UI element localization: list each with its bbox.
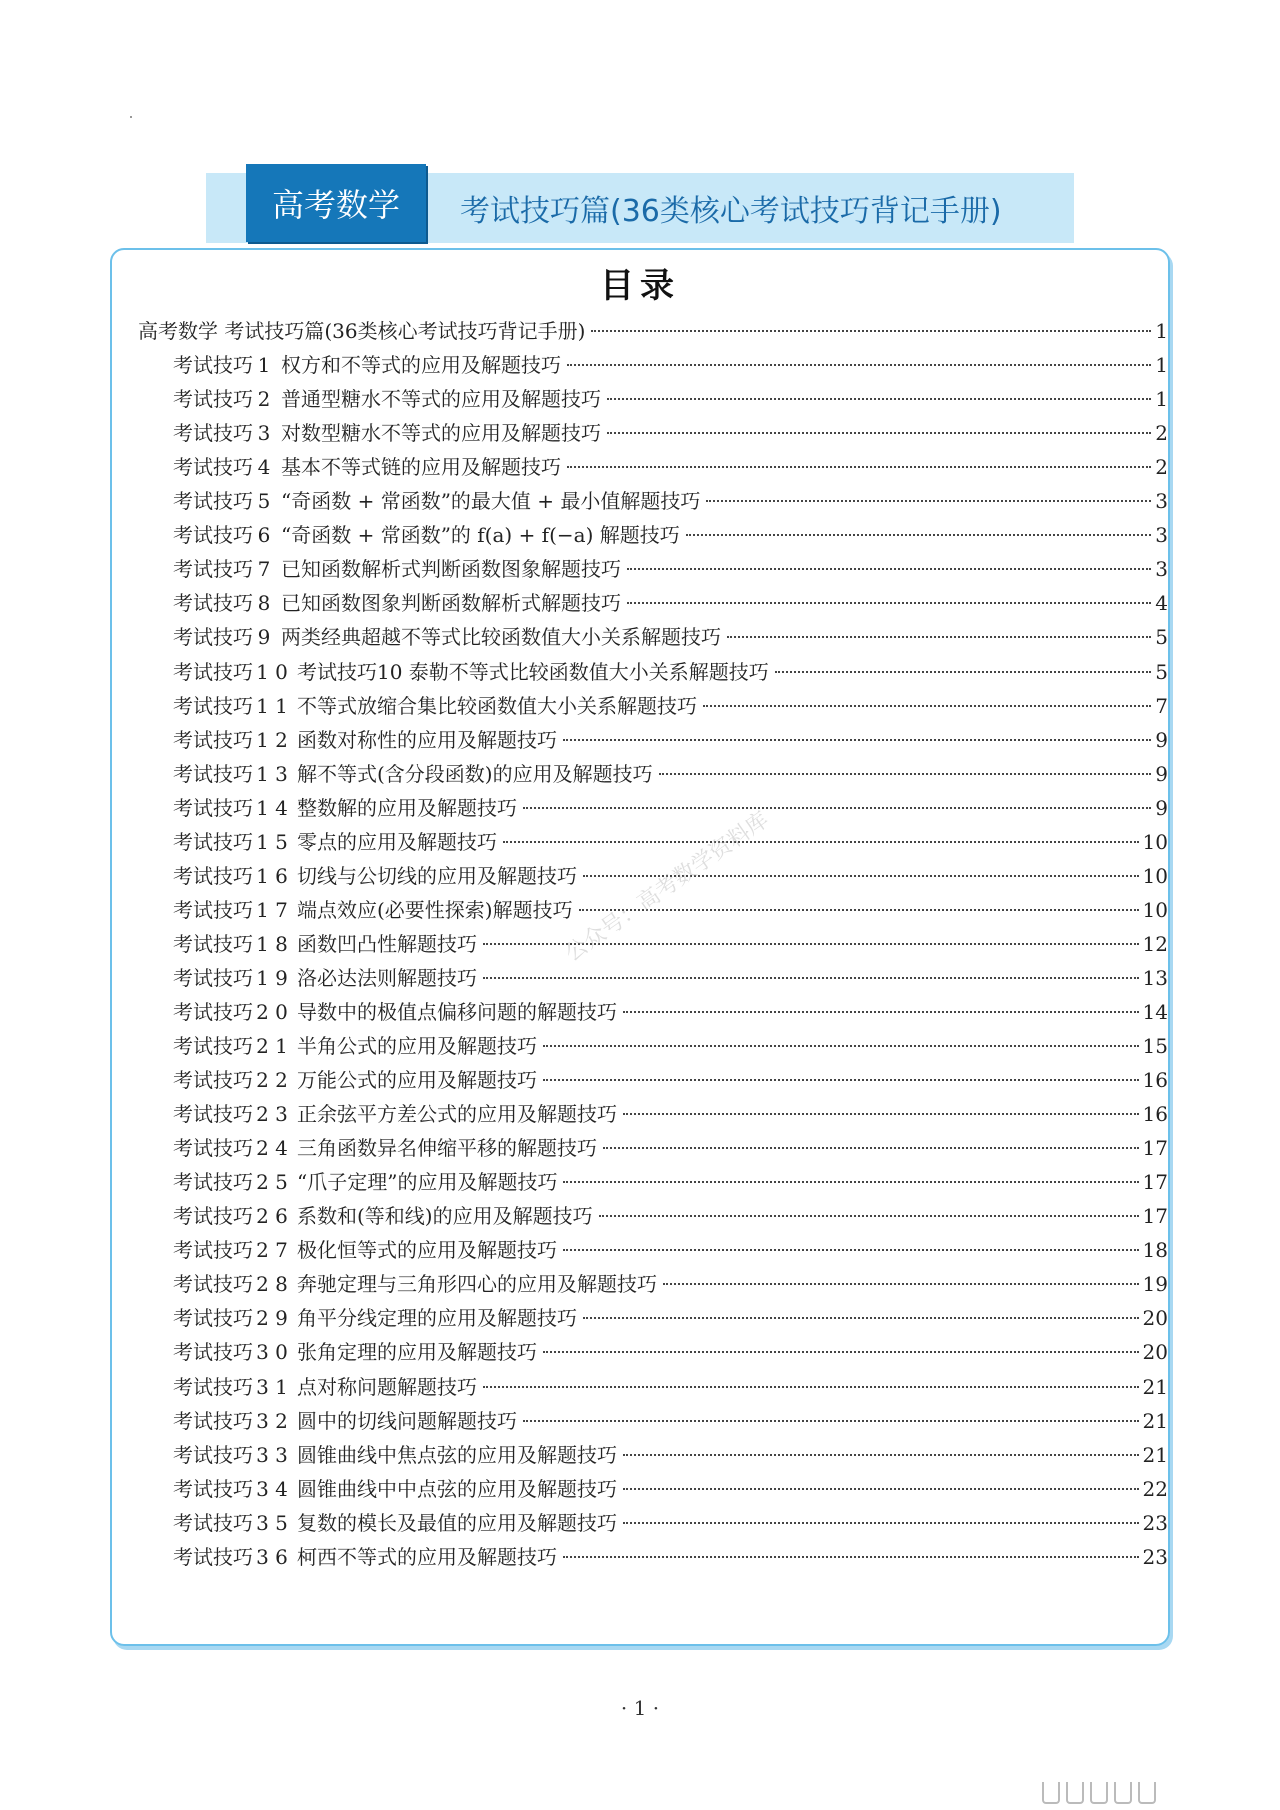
toc-entry-title: 对数型糖水不等式的应用及解题技巧 xyxy=(281,421,601,445)
toc-entry-number: 2 2 xyxy=(256,1068,288,1092)
toc-entry[interactable] xyxy=(173,927,1168,961)
toc-entry-number: 2 0 xyxy=(256,1000,288,1024)
toc-entry[interactable] xyxy=(173,995,1168,1029)
toc-entry[interactable] xyxy=(138,314,1168,348)
toc-entry-title: 圆锥曲线中焦点弦的应用及解题技巧 xyxy=(297,1443,617,1467)
toc-entry-title: “爪子定理”的应用及解题技巧 xyxy=(297,1170,558,1194)
toc-entry-page: 3 xyxy=(1155,523,1168,547)
header-tag: 高考数学 xyxy=(246,164,426,242)
toc-entry-title: “奇函数 + 常函数”的 f(a) + f(−a) 解题技巧 xyxy=(281,523,680,547)
toc-entry-page: 17 xyxy=(1142,1136,1168,1160)
toc-entry[interactable] xyxy=(173,1404,1168,1438)
toc-entry[interactable] xyxy=(173,484,1168,518)
toc-entry-prefix: 考试技巧 xyxy=(173,660,253,684)
toc-leader-dots xyxy=(603,1147,1139,1149)
toc-entry[interactable] xyxy=(173,825,1168,859)
toc-entry-prefix: 高考数学 考试技巧篇(36类核心考试技巧背记手册) xyxy=(138,319,586,343)
toc-entry-page: 17 xyxy=(1142,1204,1168,1228)
toc-entry-page: 22 xyxy=(1142,1477,1168,1501)
toc-leader-dots xyxy=(563,1249,1139,1251)
toc-entry-title: 函数对称性的应用及解题技巧 xyxy=(297,728,557,752)
toc-leader-dots xyxy=(591,330,1151,332)
toc-leader-dots xyxy=(727,636,1151,638)
toc-entry-title: 点对称问题解题技巧 xyxy=(297,1375,477,1399)
toc-entry-prefix: 考试技巧 xyxy=(173,591,253,615)
toc-entry-number: 9 xyxy=(257,625,271,649)
toc-entry-page: 23 xyxy=(1142,1511,1168,1535)
toc-entry-prefix: 考试技巧 xyxy=(173,966,253,990)
toc-leader-dots xyxy=(623,1454,1139,1456)
toc-entry[interactable] xyxy=(173,1097,1168,1131)
toc-entry-page: 1 xyxy=(1155,353,1168,377)
toc-entry-page: 20 xyxy=(1142,1340,1168,1364)
toc-entry[interactable] xyxy=(173,1029,1168,1063)
toc-entry-title: 整数解的应用及解题技巧 xyxy=(297,796,517,820)
toc-entry-page: 10 xyxy=(1142,864,1168,888)
toc-entry-number: 2 9 xyxy=(256,1306,288,1330)
toc-entry-title: 奔驰定理与三角形四心的应用及解题技巧 xyxy=(297,1272,657,1296)
toc-leader-dots xyxy=(623,1113,1139,1115)
toc-entry-number: 1 4 xyxy=(256,796,288,820)
toc-entry-prefix: 考试技巧 xyxy=(173,1000,253,1024)
toc-entry-prefix: 考试技巧 xyxy=(173,1068,253,1092)
toc-entry-prefix: 考试技巧 xyxy=(173,557,253,581)
toc-entry-page: 18 xyxy=(1142,1238,1168,1262)
toc-leader-dots xyxy=(663,1283,1139,1285)
toc-leader-dots xyxy=(627,602,1151,604)
toc-entry-title: “奇函数 + 常函数”的最大值 + 最小值解题技巧 xyxy=(281,489,701,513)
toc-leader-dots xyxy=(563,1556,1139,1558)
corner-logo-icon xyxy=(1042,1782,1156,1804)
toc-entry[interactable] xyxy=(173,552,1168,586)
toc-entry-prefix: 考试技巧 xyxy=(173,1545,253,1569)
toc-leader-dots xyxy=(599,1215,1139,1217)
toc-entry-prefix: 考试技巧 xyxy=(173,1034,253,1058)
toc-entry[interactable] xyxy=(173,416,1168,450)
toc-leader-dots xyxy=(563,739,1151,741)
toc-entry-title: 角平分线定理的应用及解题技巧 xyxy=(297,1306,577,1330)
toc-entry-page: 3 xyxy=(1155,557,1168,581)
toc-entry[interactable] xyxy=(173,620,1168,654)
toc-entry-title: 圆中的切线问题解题技巧 xyxy=(297,1409,517,1433)
toc-leader-dots xyxy=(523,807,1151,809)
header-subtitle: 考试技巧篇(36类核心考试技巧背记手册) xyxy=(460,194,1002,229)
toc-entry[interactable] xyxy=(173,1335,1168,1369)
toc-entry-number: 3 4 xyxy=(256,1477,288,1501)
toc-entry-prefix: 考试技巧 xyxy=(173,898,253,922)
toc-entry-title: 正余弦平方差公式的应用及解题技巧 xyxy=(297,1102,617,1126)
toc-entry[interactable] xyxy=(173,1506,1168,1540)
toc-entry-number: 3 6 xyxy=(256,1545,288,1569)
toc-entry-number: 7 xyxy=(257,557,271,581)
toc-entry[interactable] xyxy=(173,1438,1168,1472)
toc-entry-number: 2 xyxy=(257,387,271,411)
toc-leader-dots xyxy=(483,977,1139,979)
toc-leader-dots xyxy=(579,909,1139,911)
toc-title: 目录 xyxy=(600,266,680,306)
toc-leader-dots xyxy=(659,773,1152,775)
toc-entry-prefix: 考试技巧 xyxy=(173,1272,253,1296)
toc-entry[interactable] xyxy=(173,1267,1168,1301)
toc-entry-prefix: 考试技巧 xyxy=(173,1511,253,1535)
toc-leader-dots xyxy=(483,1386,1139,1388)
toc-entry-prefix: 考试技巧 xyxy=(173,1409,253,1433)
toc-entry[interactable] xyxy=(173,1199,1168,1233)
toc-entry-page: 12 xyxy=(1142,932,1168,956)
toc-entry[interactable] xyxy=(173,757,1168,791)
toc-entry-number: 1 7 xyxy=(256,898,288,922)
toc-entry-title: 系数和(等和线)的应用及解题技巧 xyxy=(297,1204,593,1228)
toc-entry-number: 1 1 xyxy=(256,694,288,718)
toc-leader-dots xyxy=(623,1522,1139,1524)
toc-entry-title: 柯西不等式的应用及解题技巧 xyxy=(297,1545,557,1569)
toc-entry-page: 1 xyxy=(1155,319,1168,343)
toc-entry-number: 1 5 xyxy=(256,830,288,854)
toc-entry-prefix: 考试技巧 xyxy=(173,353,253,377)
toc-entry[interactable] xyxy=(173,1131,1168,1165)
toc-entry-prefix: 考试技巧 xyxy=(173,1340,253,1364)
toc-entry[interactable] xyxy=(173,518,1168,552)
toc-leader-dots xyxy=(567,466,1151,468)
toc-leader-dots xyxy=(523,1420,1139,1422)
toc-entry[interactable] xyxy=(173,348,1168,382)
toc-leader-dots xyxy=(686,534,1152,536)
toc-entry-prefix: 考试技巧 xyxy=(173,523,253,547)
toc-leader-dots xyxy=(543,1045,1139,1047)
toc-leader-dots xyxy=(543,1351,1139,1353)
toc-entry-number: 2 8 xyxy=(256,1272,288,1296)
toc-entry[interactable] xyxy=(173,1301,1168,1335)
toc-entry-page: 7 xyxy=(1155,694,1168,718)
toc-entry-page: 19 xyxy=(1142,1272,1168,1296)
toc-entry-page: 2 xyxy=(1155,421,1168,445)
toc-entry-title: 导数中的极值点偏移问题的解题技巧 xyxy=(297,1000,617,1024)
toc-leader-dots xyxy=(775,671,1151,673)
toc-entry[interactable] xyxy=(173,1540,1168,1574)
toc-entry-page: 5 xyxy=(1155,660,1168,684)
toc-entry[interactable] xyxy=(173,450,1168,484)
toc-entry-title: 函数凹凸性解题技巧 xyxy=(297,932,477,956)
toc-entry-number: 3 1 xyxy=(256,1375,288,1399)
toc-entry-page: 16 xyxy=(1142,1102,1168,1126)
toc-entry-title: 张角定理的应用及解题技巧 xyxy=(297,1340,537,1364)
toc-entry-page: 14 xyxy=(1142,1000,1168,1024)
toc-entry-number: 4 xyxy=(257,455,271,479)
toc-entry-title: 洛必达法则解题技巧 xyxy=(297,966,477,990)
toc-entry-number: 3 5 xyxy=(256,1511,288,1535)
toc-entry[interactable] xyxy=(173,689,1168,723)
toc-entry-title: 基本不等式链的应用及解题技巧 xyxy=(281,455,561,479)
toc-entry-number: 2 6 xyxy=(256,1204,288,1228)
toc-entry-number: 1 8 xyxy=(256,932,288,956)
toc-entry-page: 21 xyxy=(1142,1443,1168,1467)
toc-entry-number: 3 0 xyxy=(256,1340,288,1364)
toc-entry[interactable] xyxy=(173,586,1168,620)
toc-entry-title: 已知函数解析式判断函数图象解题技巧 xyxy=(281,557,621,581)
toc-entry-page: 21 xyxy=(1142,1409,1168,1433)
toc-entry-prefix: 考试技巧 xyxy=(173,1306,253,1330)
toc-entry-number: 2 5 xyxy=(256,1170,288,1194)
toc-entry-prefix: 考试技巧 xyxy=(173,455,253,479)
footer-page-number: · 1 · xyxy=(620,1696,660,1720)
toc-entry-prefix: 考试技巧 xyxy=(173,625,253,649)
toc-entry-page: 16 xyxy=(1142,1068,1168,1092)
toc-entry-number: 1 6 xyxy=(256,864,288,888)
toc-entry-number: 3 3 xyxy=(256,1443,288,1467)
toc-leader-dots xyxy=(703,705,1151,707)
toc-leader-dots xyxy=(623,1011,1139,1013)
toc-entry-number: 2 7 xyxy=(256,1238,288,1262)
toc-entry[interactable] xyxy=(173,1472,1168,1506)
toc-entry-title: 已知函数图象判断函数解析式解题技巧 xyxy=(281,591,621,615)
toc-entry-number: 5 xyxy=(257,489,271,513)
toc-entry-prefix: 考试技巧 xyxy=(173,864,253,888)
scan-dot xyxy=(130,116,132,118)
toc-entry-title: 极化恒等式的应用及解题技巧 xyxy=(297,1238,557,1262)
toc-entry-page: 3 xyxy=(1155,489,1168,513)
toc-entry-number: 1 3 xyxy=(256,762,288,786)
toc-leader-dots xyxy=(563,1181,1138,1183)
toc-entry-prefix: 考试技巧 xyxy=(173,1204,253,1228)
toc-entry-number: 1 0 xyxy=(256,660,288,684)
toc-leader-dots xyxy=(543,1079,1139,1081)
toc-entry-page: 4 xyxy=(1155,591,1168,615)
toc-entry-page: 13 xyxy=(1142,966,1168,990)
toc-entry-number: 3 2 xyxy=(256,1409,288,1433)
toc-entry-title: 切线与公切线的应用及解题技巧 xyxy=(297,864,577,888)
toc-entry-prefix: 考试技巧 xyxy=(173,796,253,820)
toc-entry-title: 零点的应用及解题技巧 xyxy=(297,830,497,854)
toc-entry-page: 9 xyxy=(1155,728,1168,752)
toc-leader-dots xyxy=(706,500,1151,502)
toc-entry-title: 半角公式的应用及解题技巧 xyxy=(297,1034,537,1058)
toc-entry-title: 三角函数异名伸缩平移的解题技巧 xyxy=(297,1136,597,1160)
toc-entry[interactable] xyxy=(173,961,1168,995)
toc-entry-title: 端点效应(必要性探索)解题技巧 xyxy=(297,898,573,922)
toc-entry-page: 10 xyxy=(1142,898,1168,922)
toc-entry-page: 2 xyxy=(1155,455,1168,479)
toc-entry[interactable] xyxy=(173,791,1168,825)
toc-entry-prefix: 考试技巧 xyxy=(173,489,253,513)
toc-entry-prefix: 考试技巧 xyxy=(173,932,253,956)
toc-entry[interactable] xyxy=(173,382,1168,416)
toc-entry-prefix: 考试技巧 xyxy=(173,1238,253,1262)
toc-entry-title: 不等式放缩合集比较函数值大小关系解题技巧 xyxy=(297,694,697,718)
toc-entry-page: 9 xyxy=(1155,796,1168,820)
toc-entry-prefix: 考试技巧 xyxy=(173,762,253,786)
toc-entry-page: 10 xyxy=(1142,830,1168,854)
toc-entry-prefix: 考试技巧 xyxy=(173,1102,253,1126)
toc-entry-title: 解不等式(含分段函数)的应用及解题技巧 xyxy=(297,762,653,786)
toc-entry-page: 20 xyxy=(1142,1306,1168,1330)
toc-entry-page: 23 xyxy=(1142,1545,1168,1569)
toc-entry[interactable] xyxy=(173,1063,1168,1097)
toc-entry-prefix: 考试技巧 xyxy=(173,1136,253,1160)
toc-entry-number: 3 xyxy=(257,421,271,445)
toc-entry[interactable] xyxy=(173,1233,1168,1267)
toc-entry-number: 8 xyxy=(257,591,271,615)
toc-entry-prefix: 考试技巧 xyxy=(173,1443,253,1467)
toc-entry-prefix: 考试技巧 xyxy=(173,421,253,445)
toc-entry[interactable] xyxy=(173,723,1168,757)
toc-entry-title: 考试技巧10 泰勒不等式比较函数值大小关系解题技巧 xyxy=(297,660,769,684)
toc-entry-page: 17 xyxy=(1142,1170,1168,1194)
toc-leader-dots xyxy=(607,398,1151,400)
toc-entry-number: 1 2 xyxy=(256,728,288,752)
toc-entry-number: 1 9 xyxy=(256,966,288,990)
toc-entry-number: 2 3 xyxy=(256,1102,288,1126)
toc-entry-prefix: 考试技巧 xyxy=(173,694,253,718)
toc-entry-title: 复数的模长及最值的应用及解题技巧 xyxy=(297,1511,617,1535)
toc-leader-dots xyxy=(567,364,1151,366)
toc-entry-page: 21 xyxy=(1142,1375,1168,1399)
toc-entry-title: 两类经典超越不等式比较函数值大小关系解题技巧 xyxy=(281,625,721,649)
toc-leader-dots xyxy=(503,841,1139,843)
toc-entry-prefix: 考试技巧 xyxy=(173,1170,253,1194)
toc-entry-page: 1 xyxy=(1155,387,1168,411)
toc-entry-number: 1 xyxy=(257,353,271,377)
toc-entry-prefix: 考试技巧 xyxy=(173,728,253,752)
toc-entry-page: 5 xyxy=(1155,625,1168,649)
toc-entry-title: 万能公式的应用及解题技巧 xyxy=(297,1068,537,1092)
toc-entry-title: 权方和不等式的应用及解题技巧 xyxy=(281,353,561,377)
toc-leader-dots xyxy=(583,1317,1139,1319)
toc-entry-title: 圆锥曲线中中点弦的应用及解题技巧 xyxy=(297,1477,617,1501)
toc-entry-page: 15 xyxy=(1142,1034,1168,1058)
toc-entry-number: 2 1 xyxy=(256,1034,288,1058)
toc-leader-dots xyxy=(627,568,1151,570)
toc-entry-prefix: 考试技巧 xyxy=(173,1477,253,1501)
toc-entry-number: 2 4 xyxy=(256,1136,288,1160)
toc-entry[interactable] xyxy=(173,655,1168,689)
toc-entry-title: 普通型糖水不等式的应用及解题技巧 xyxy=(281,387,601,411)
toc-entry-prefix: 考试技巧 xyxy=(173,830,253,854)
toc-entry-prefix: 考试技巧 xyxy=(173,1375,253,1399)
toc-entry[interactable] xyxy=(173,1165,1168,1199)
toc-entry[interactable] xyxy=(173,1370,1168,1404)
watermark: 公众号：高考数学资料库 xyxy=(560,807,774,967)
toc-leader-dots xyxy=(607,432,1151,434)
toc-entry-page: 9 xyxy=(1155,762,1168,786)
toc-leader-dots xyxy=(623,1488,1139,1490)
toc-entry-number: 6 xyxy=(257,523,271,547)
toc-entry-prefix: 考试技巧 xyxy=(173,387,253,411)
